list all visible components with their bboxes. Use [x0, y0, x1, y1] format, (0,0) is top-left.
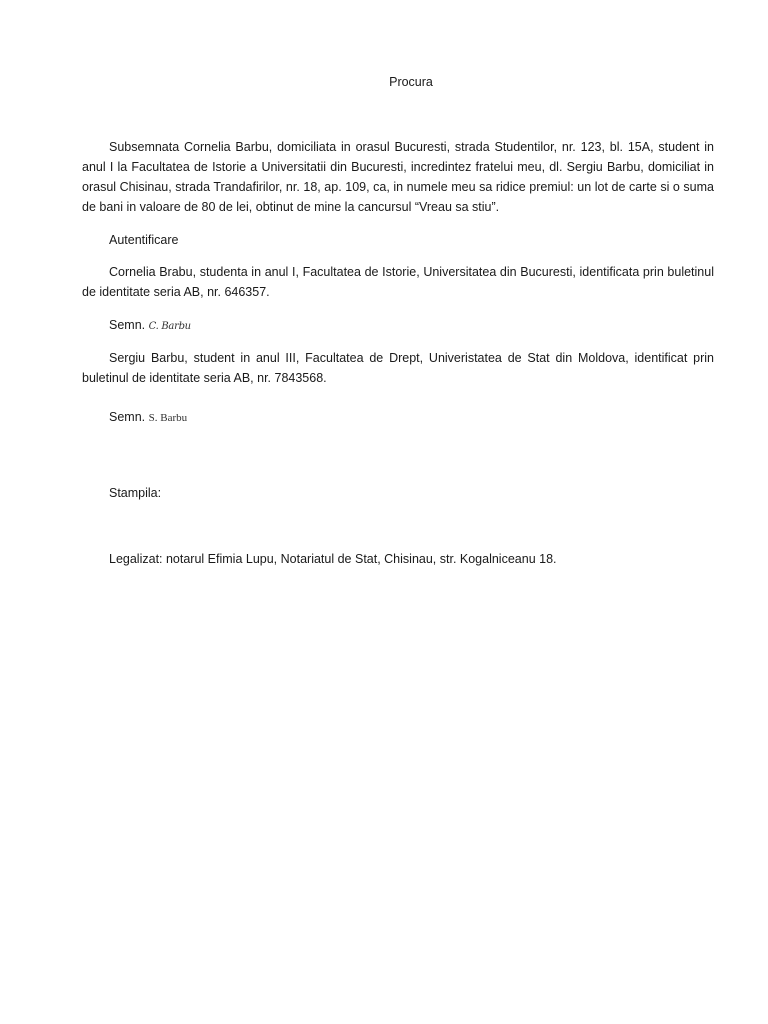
legalization-line: Legalizat: notarul Efimia Lupu, Notariatul de Stat, Chisinau, str. Kogalniceanu 18.	[109, 552, 557, 566]
authentication-heading: Autentificare	[109, 233, 179, 247]
signature-label-1: Semn.	[109, 318, 146, 332]
person2-paragraph: Sergiu Barbu, student in anul III, Facultatea de Drept, Univeristatea de Stat din Moldova, identificat prin buletinul de identitate seria AB, nr. 7843568.	[82, 351, 714, 385]
signature-1: C. Barbu	[148, 321, 191, 332]
signature-label-2: Semn.	[109, 410, 146, 424]
stamp-label: Stampila:	[109, 486, 162, 500]
document-title: Procura	[389, 75, 433, 89]
signature-line-2	[109, 407, 187, 428]
main-paragraph: Subsemnata Cornelia Barbu, domiciliata in orasul Bucuresti, strada Studentilor, nr. 123, bl. 15A, student in anul I la Facultatea de Istorie a Universitatii din Bucuresti, incredintez fratelui meu, dl. Sergiu Barbu, domiciliat in orasul Chisinau, strada Trandafirilor, nr. 18, ap. 109, ca, in numele meu sa ridice premiul: un lot de carte si o suma de bani in valoare de 80 de lei, obtinut de mine la cancursul “Vreau sa stiu”.	[82, 140, 714, 214]
person1-paragraph: Cornelia Brabu, studenta in anul I, Facultatea de Istorie, Universitatea din Bucuresti, identificata prin buletinul de identitate seria AB, nr. 646357.	[82, 265, 714, 299]
signature-line-1	[109, 315, 191, 337]
signature-2: S. Barbu	[148, 412, 188, 424]
